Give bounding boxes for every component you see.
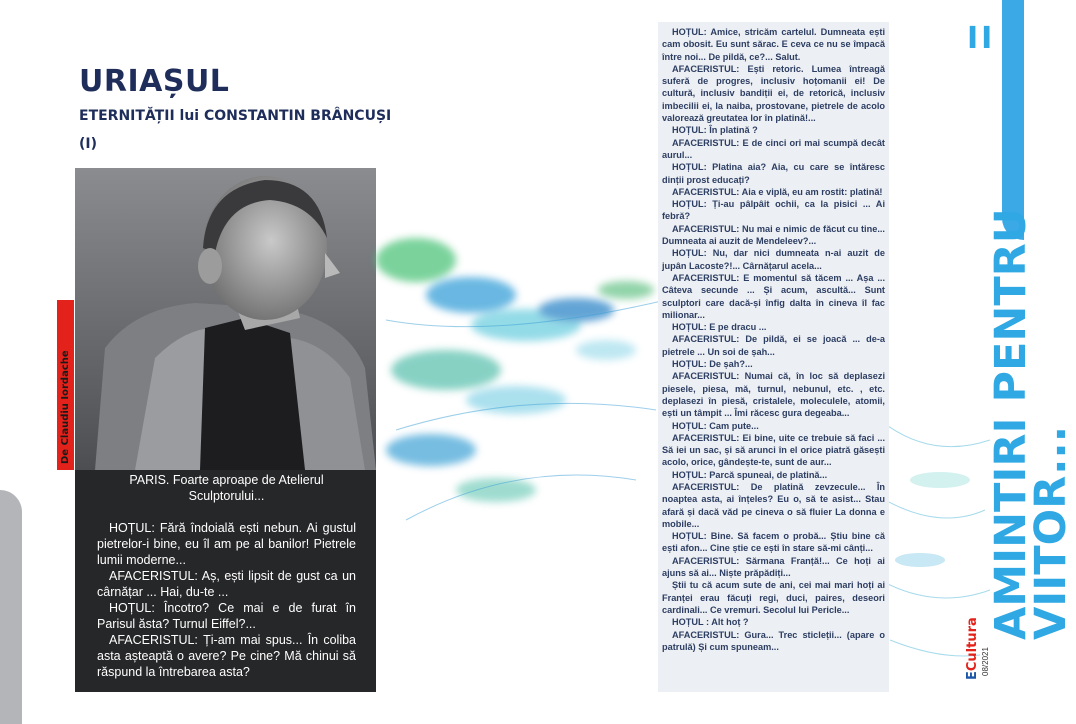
article-title: URIAȘUL: [79, 64, 230, 99]
dialogue-line: AFACERISTUL: Aia e viplă, eu am rostit: platină!: [672, 186, 883, 197]
dialogue-line: AFACERISTUL: E de cinci ori mai scumpă decât aurul...: [662, 137, 885, 160]
dialogue-line: AFACERISTUL: De platină zevzecule... În noaptea asta, ai înțeles? Eu o, să te asist... Stau afară și dacă văd pe cineva o să fluier La donna e mobile...: [662, 481, 885, 529]
dialogue-line: HOȚUL: Platina aia? Aia, cu care se întăresc dinții prost educați?: [662, 162, 885, 185]
issue-date: 08/2021: [981, 647, 990, 676]
dialogue-line: HOȚUL: Ți-au pâlpâit ochii, ca la pisici ... Ai febră?: [662, 199, 885, 222]
dialogue-line: HOȚUL: Încotro? Ce mai e de furat în Parisul ăsta? Turnul Eiffel?...: [97, 601, 356, 631]
dialogue-line: HOȚUL: Bine. Să facem o probă... Știu bine că ești afon... Cine știe ce ești în stare să-mi cânți...: [662, 531, 885, 554]
dialogue-line: HOȚUL: Cam pute...: [672, 420, 759, 431]
left-gray-tab: [0, 490, 22, 724]
right-blue-tab: [1002, 0, 1024, 240]
dialogue-line: Știi tu că acum sute de ani, cei mai mari hoți ai Franței erau făcuți regi, duci, paires, deseori cardinali... Ce vremuri. Secolul lui Pericle...: [662, 580, 885, 615]
section-number: II: [967, 21, 996, 56]
section-title-line1: AMINTIRI PENTRU: [986, 208, 1036, 640]
dialogue-line: HOȚUL: Amice, stricăm cartelul. Dumneata ești cam obosit. Eu sunt sărac. E ceva ce nu se împacă între noi... De pildă, ce?... Salut.: [662, 27, 885, 62]
dialogue-line: AFACERISTUL: Ești retoric. Lumea întreagă suferă de progres, inclusiv hoțomanii ei! De cultură, inclusiv bandiții ei, de retorică, inclusiv imbecilii ei, la naiba, prostovane, pietrele de acolo valorează greutatea lor în platină!...: [662, 63, 885, 124]
dialogue-line: HOȚUL: De șah?...: [672, 359, 753, 370]
author-name: De Claudiu Iordache: [60, 350, 71, 464]
dialogue-line: HOȚUL: E pe dracu ...: [672, 322, 767, 333]
dialogue-line: AFACERISTUL: Ți-am mai spus... În coliba asta așteaptă o avere? Pe cine? Mă chinui să răspund la întrebarea asta?: [97, 633, 356, 679]
dialogue-line: AFACERISTUL: Numai că, în loc să deplasezi piesele, piesa, mă, turnul, nebunul, etc. , etc. deplasezi în piesă, cristalele, moleculele, atomii, ești un tâmpit ... Îmi răcesc gura degeaba...: [662, 371, 885, 419]
brancusi-photo: [75, 168, 376, 470]
dialogue-line: AFACERISTUL: De pildă, ei se joacă ... de-a pietrele ... Un soi de șah...: [662, 334, 885, 357]
article-part: (I): [79, 136, 98, 152]
dialogue-line: HOȚUL: În platină ?: [672, 125, 758, 136]
intro-box: [75, 470, 376, 692]
magazine-logo: [965, 617, 980, 680]
dialogue-line: AFACERISTUL: Ei bine, uite ce trebuie să faci ... Să iei un sac, și să arunci în el orice piatră găsești acolo, orice, gândește-te, sunt de aur...: [662, 432, 885, 468]
dialogue-line: AFACERISTUL: E momentul să tăcem ... Așa ... Câteva secunde ... Și acum, ascultă... Sunt sculptori care dacă-și înfig dalta în cineva îl fac milionar...: [662, 272, 885, 320]
logo-word: Cultura: [965, 617, 980, 672]
article-subtitle: ETERNITĂȚII lui CONSTANTIN BRÂNCUȘI: [79, 108, 392, 124]
dialogue-line: HOȚUL : Alt hoț ?: [672, 617, 749, 628]
dialogue-line: AFACERISTUL: Gura... Trec sticleții... (apare o patrulă) Și cum spuneam...: [662, 629, 885, 652]
watercolor-splash: [376, 200, 676, 560]
intro-caption: PARIS. Foarte aproape de Atelierul Sculptorului...: [129, 473, 324, 503]
dialogue-line: HOȚUL: Parcă spuneai, de platină...: [672, 469, 828, 480]
dialogue-line: AFACERISTUL: Aș, ești lipsit de gust ca un cârnățar ... Hai, du-te ...: [97, 569, 356, 599]
dialogue-line: HOȚUL: Fără îndoială ești nebun. Ai gustul pietrelor-i bine, eu îl am pe al banilor! Pietrele lumii moderne...: [97, 521, 356, 567]
dialogue-column: [658, 22, 889, 692]
logo-prefix: E: [965, 671, 980, 680]
section-title-line2: VIITOR...: [1026, 425, 1076, 640]
dialogue-line: AFACERISTUL: Sărmana Franță!... Ce hoți ai ajuns să ai... Niște prăpădiți...: [662, 555, 885, 579]
dialogue-line: HOȚUL: Nu, dar nici dumneata n-ai auzit de jupân Lacoste?!... Cârnățarul acela...: [662, 248, 885, 271]
dialogue-line: AFACERISTUL: Nu mai e nimic de făcut cu tine... Dumneata ai auzit de Mendeleev?...: [662, 223, 885, 247]
section-title: [986, 208, 1076, 640]
